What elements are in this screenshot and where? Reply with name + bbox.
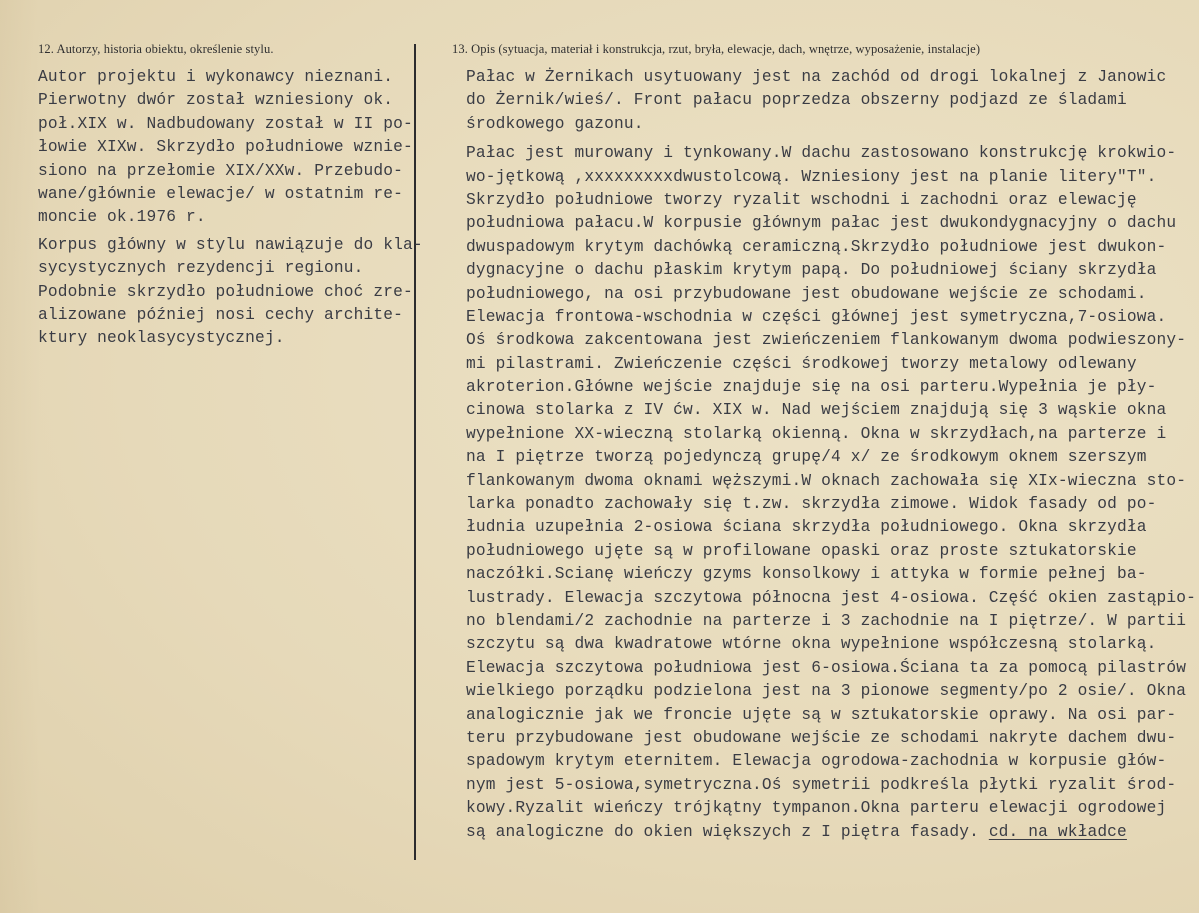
text-line: szczytu są dwa kwadratowe wtórne okna wypełnione współczesną stolarką. bbox=[466, 635, 1157, 654]
text-line: dwuspadowym krytym dachówką ceramiczną.Skrzydło południowe jest dwukon- bbox=[466, 237, 1167, 256]
text-line: są analogiczne do okien większych z I piętra fasady. cd. na wkładce bbox=[466, 822, 1127, 841]
paragraph bbox=[38, 66, 423, 230]
text-line: do Żernik/wieś/. Front pałacu poprzedza obszerny podjazd ze śladami bbox=[466, 91, 1127, 110]
text-line: Podobnie skrzydło południowe choć zre- bbox=[38, 282, 413, 301]
text-line: lustrady. Elewacja szczytowa północna jest 4-osiowa. Część okien zastąpio- bbox=[466, 588, 1196, 607]
text-line: naczółki.Scianę wieńczy gzyms konsolkowy i attyka w formie pełnej ba- bbox=[466, 565, 1147, 584]
text-line: teru przybudowane jest obudowane wejście ze schodami nakryte dachem dwu- bbox=[466, 728, 1177, 747]
text-line: Pałac w Żernikach usytuowany jest na zachód od drogi lokalnej z Janowic bbox=[466, 68, 1167, 86]
text-line: Elewacja frontowa-wschodnia w części głównej jest symetryczna,7-osiowa. bbox=[466, 307, 1167, 326]
text-line: Oś środkowa zakcentowana jest zwieńczeniem flankowanym dwoma podwieszony- bbox=[466, 331, 1187, 350]
text-line: wo-jętkową ,xxxxxxxxxdwustolcową. Wzniesiony jest na planie litery"T". bbox=[466, 167, 1157, 186]
text-line: łowie XIXw. Skrzydło południowe wznie- bbox=[38, 138, 413, 157]
text-line: alizowane później nosi cechy archite- bbox=[38, 305, 403, 324]
text-line: Pierwotny dwór został wzniesiony ok. bbox=[38, 91, 394, 110]
text-line: wane/głównie elewacje/ w ostatnim re- bbox=[38, 184, 403, 203]
continuation-note: cd. na wkładce bbox=[988, 822, 1127, 841]
paragraph bbox=[466, 142, 1196, 844]
text-line: Skrzydło południowe tworzy ryzalit wschodni i zachodni oraz elewację bbox=[466, 190, 1137, 209]
text-line: akroterion.Główne wejście znajduje się na osi parteru.Wypełnia je pły- bbox=[466, 378, 1157, 397]
description-text bbox=[466, 66, 1196, 844]
text-line: Korpus główny w stylu nawiązuje do kla- bbox=[38, 235, 423, 254]
text-line: mi pilastrami. Zwieńczenie części środkowej tworzy metalowy odlewany bbox=[466, 354, 1137, 373]
text-line: no blendami/2 zachodnie na parterze i 3 zachodnie na I piętrze/. W partii bbox=[466, 611, 1187, 630]
text-line: południowa pałacu.W korpusie głównym pałac jest dwukondygnacyjny o dachu bbox=[466, 214, 1177, 233]
text-line: analogicznie jak we froncie ujęte są w sztukatorskie oprawy. Na osi par- bbox=[466, 705, 1177, 724]
text-line: na I piętrze tworzą pojedynczą grupę/4 x/ ze środkowym oknem szerszym bbox=[466, 448, 1147, 467]
text-line: siono na przełomie XIX/XXw. Przebudo- bbox=[38, 161, 403, 180]
text-line: larka ponadto zachowały się t.zw. skrzydła zimowe. Widok fasady od po- bbox=[466, 495, 1157, 514]
text-line: wielkiego porządku podzielona jest na 3 pionowe segmenty/po 2 osie/. Okna bbox=[466, 682, 1187, 701]
paragraph bbox=[38, 234, 423, 351]
text-line: Pałac jest murowany i tynkowany.W dachu zastosowano konstrukcję krokwio- bbox=[466, 144, 1177, 163]
text-line: Elewacja szczytowa południowa jest 6-osiowa.Ściana ta za pomocą pilastrów bbox=[466, 658, 1187, 677]
text-line: flankowanym dwoma oknami węższymi.W oknach zachowała się XIx-wieczna sto- bbox=[466, 471, 1187, 490]
text-line: ktury neoklasycystycznej. bbox=[38, 329, 285, 348]
text-line: kowy.Ryzalit wieńczy trójkątny tympanon.Okna parteru elewacji ogrodowej bbox=[466, 799, 1167, 818]
paragraph bbox=[466, 66, 1196, 136]
text-line: nym jest 5-osiowa,symetryczna.Oś symetrii podkreśla płytki ryzalit środ- bbox=[466, 775, 1177, 794]
text-line: Autor projektu i wykonawcy nieznani. bbox=[38, 68, 394, 86]
text-line: spadowym krytym eternitem. Elewacja ogrodowa-zachodnia w korpusie głów- bbox=[466, 752, 1167, 771]
text-line: moncie ok.1976 r. bbox=[38, 208, 206, 227]
text-line: środkowego gazonu. bbox=[466, 114, 644, 133]
text-line: dygnacyjne o dachu płaskim krytym papą. Do południowej ściany skrzydła bbox=[466, 261, 1157, 280]
section-12-heading: 12. Autorzy, historia obiektu, określenie stylu. bbox=[38, 42, 274, 56]
text-line: łudnia uzupełnia 2-osiowa ściana skrzydła południowego. Okna skrzydła bbox=[466, 518, 1147, 537]
history-text bbox=[38, 66, 423, 351]
text-line: południowego, na osi przybudowane jest obudowane wejście ze schodami. bbox=[466, 284, 1147, 303]
text-line: wypełnione XX-wieczną stolarką okienną. Okna w skrzydłach,na parterze i bbox=[466, 424, 1167, 443]
text-line: cinowa stolarka z IV ćw. XIX w. Nad wejściem znajdują się 3 wąskie okna bbox=[466, 401, 1167, 420]
text-line: południowego ujęte są w profilowane opaski oraz proste sztukatorskie bbox=[466, 541, 1137, 560]
text-line: sycystycznych rezydencji regionu. bbox=[38, 259, 364, 278]
text-line: poł.XIX w. Nadbudowany został w II po- bbox=[38, 114, 413, 133]
section-13-heading: 13. Opis (sytuacja, materiał i konstrukcja, rzut, bryła, elewacje, dach, wnętrze, wyposażenie, instalacje) bbox=[452, 42, 981, 56]
